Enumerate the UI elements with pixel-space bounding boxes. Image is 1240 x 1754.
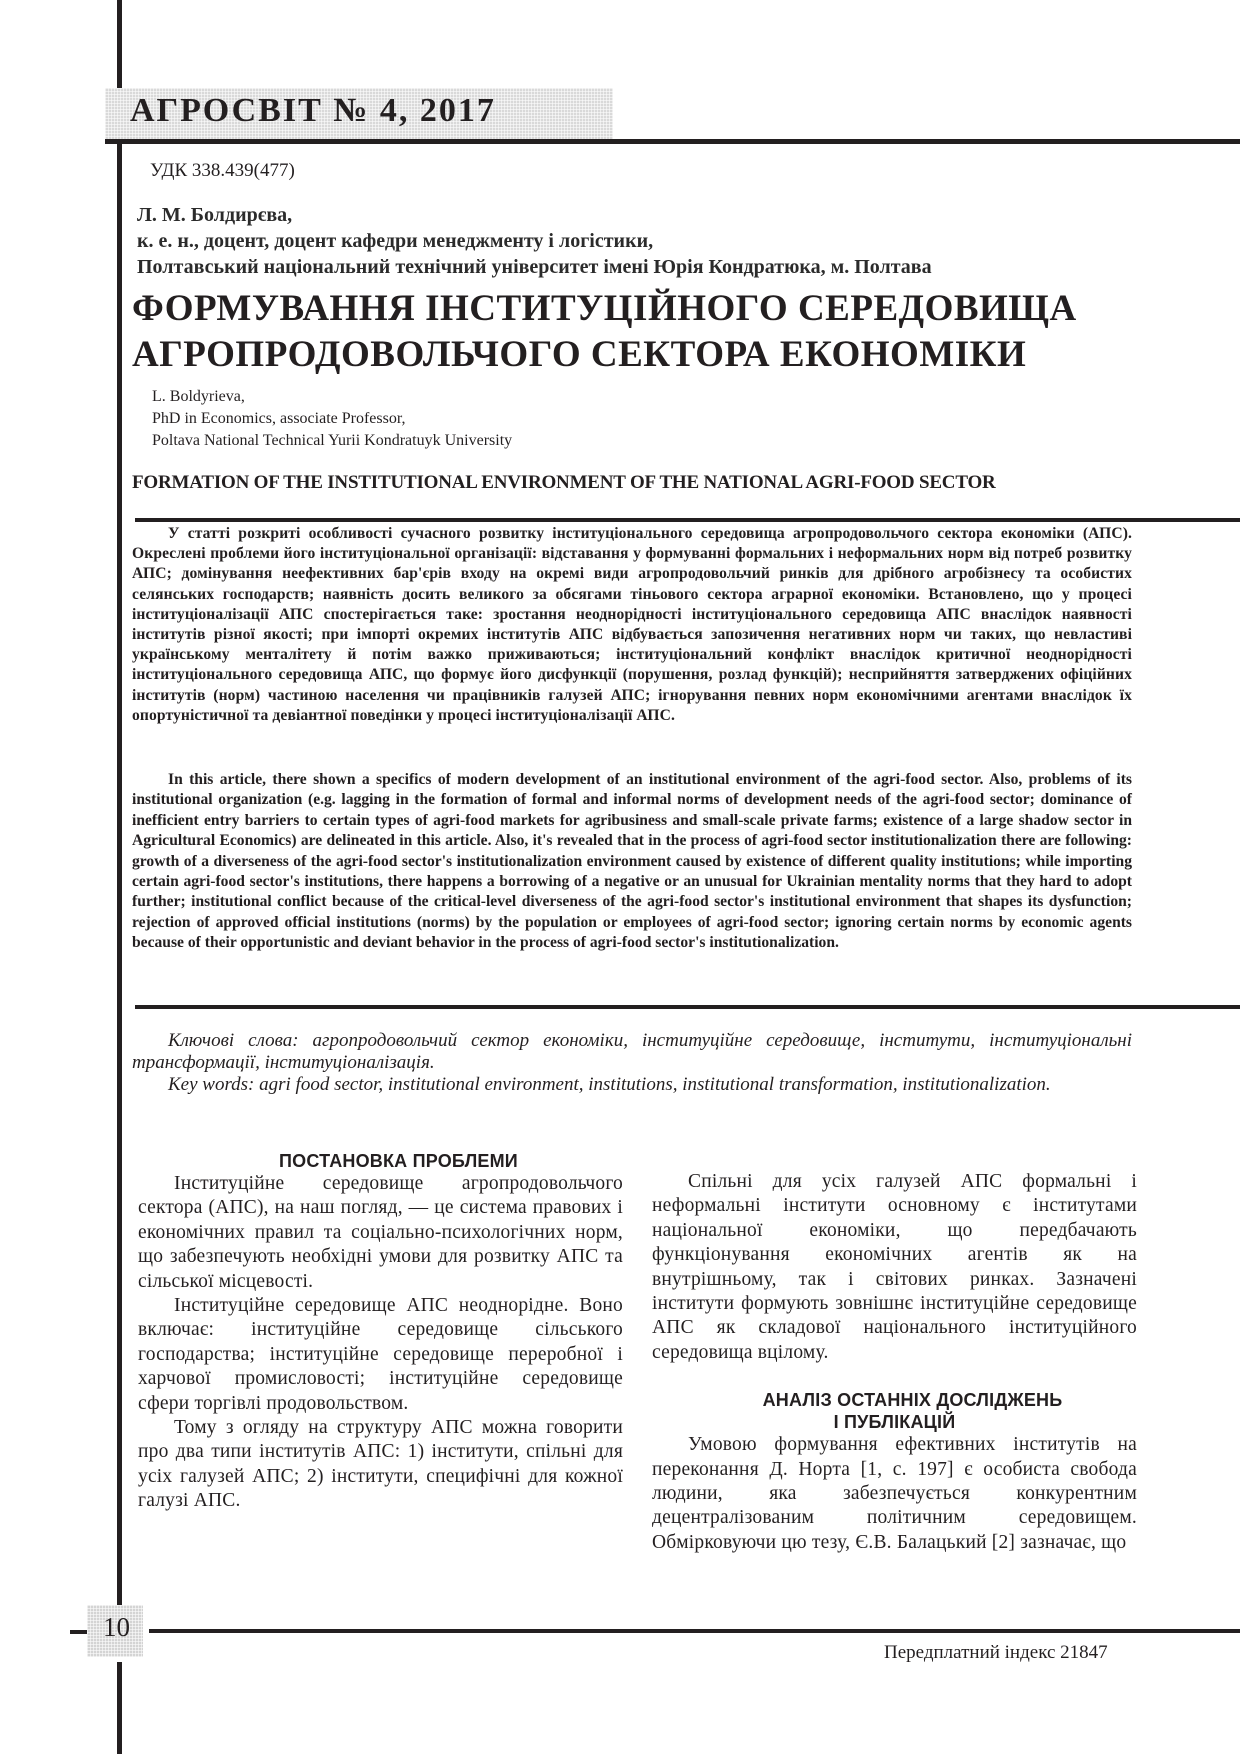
udk-code: УДК 338.439(477) [150,160,295,181]
header-rule [105,139,1240,144]
body-paragraph: Тому з огляду на структуру АПС можна говорити про два типи інститутів АПС: 1) інститути, спільні для усіх галузей АПС; 2) інститути, специфічні для кожної галузі АПС. [138,1417,623,1512]
abstract-top-rule [135,518,1240,522]
footer-rule [149,1629,1240,1633]
body-paragraph: Інституційне середовище агропродовольчого сектора (АПС), на наш погляд, — це система правових і економічних правил та соціально-психологічних норм, що забезпечують необхідні умови для розвитку АПС та сільської місцевості. [138,1173,623,1292]
left-margin-rule-bottom [117,1662,122,1754]
keywords-block [132,1030,1132,1096]
subscription-index: Передплатний індекс 21847 [884,1642,1108,1663]
author-affiliation-en: Poltava National Technical Yurii Kondratuyk University [152,432,513,449]
section-heading-analysis [652,1389,1137,1433]
body-paragraph: Інституційне середовище АПС неоднорідне. Воно включає: інституційне середовище сільського господарства; інституційне середовище переробної і харчової промисловості; інституційне середовище сфери торгівлі продовольством. [138,1295,623,1414]
keywords-ua: Ключові слова: агропродовольчий сектор економіки, інституційне середовище, інститути, інституціональні трансформації, інституціоналізація. [132,1030,1132,1073]
article-title-ua [132,286,1077,378]
author-block-en [152,386,512,452]
author-name-en: L. Boldyrieva, [152,388,245,405]
article-title-ua-line2: АГРОПРОДОВОЛЬЧОГО СЕКТОРА ЕКОНОМІКИ [132,334,1027,375]
keywords-en: Key words: agri food sector, institutional environment, institutions, institutional transformation, institutionalization. [168,1074,1051,1095]
author-name-ua: Л. М. Болдирєва, [137,204,293,226]
journal-title: АГРОСВІТ № 4, 2017 [130,92,496,129]
abstract-en-text: In this article, there shown a specifics of modern development of an institutional environment of the agri-food sector. Also, problems of its institutional organization (e.g. lagging in the formation of formal and informal norms of development needs of the agri-food sector; dominance of inefficient entry barriers to certain types of agri-food markets for agribusiness and small-scale private farms; existence of a large shadow sector in Agricultural Economics) are delineated in this article. Also, it's revealed that in the process of agri-food sector institutionalization there are following: growth of a diverseness of the agri-food sector's institutionalization environment caused by existence of different quality institutions; while importing certain agri-food sector's institutions, there happens a borrowing of a negative or an unusual for Ukrainian mentality norms that they hard to adopt further; institutional conflict because of the critical-level diverseness of the agri-food sector's institutional environment that shapes its dysfunction; rejection of approved official institutions (norms) by the population or employees of agri-food sector; ignoring certain norms by economic agents because of their opportunistic and deviant behavior in the process of agri-food sector's institutionalization. [132,771,1132,952]
article-title-en: FORMATION OF THE INSTITUTIONAL ENVIRONMENT OF THE NATIONAL AGRI-FOOD SECTOR [132,472,996,493]
body-column-left [138,1150,623,1514]
body-paragraph: Умовою формування ефективних інститутів на переконання Д. Норта [1, с. 197] є особиста свобода людини, яка забезпечується конкурентним децентралізованим політичним середовищем. Обмірковуючи цю тезу, Є.В. Балацький [2] зазначає, що [652,1434,1137,1553]
abstract-ua [132,524,1132,726]
abstract-bottom-rule [135,1005,1240,1009]
author-block-ua [137,202,932,280]
author-position-en: PhD in Economics, associate Professor, [152,410,406,427]
section-heading-problem: ПОСТАНОВКА ПРОБЛЕМИ [279,1151,518,1171]
author-position-ua: к. е. н., доцент, доцент кафедри менеджменту і логістики, [137,230,654,252]
section-heading-analysis-line1: АНАЛІЗ ОСТАННІХ ДОСЛІДЖЕНЬ [762,1390,1063,1411]
abstract-en [132,770,1132,954]
footer-rule-left [70,1630,87,1634]
body-paragraph: Спільні для усіх галузей АПС формальні і неформальні інститути основному є інститутами національної економіки, що передбачають функціонування економічних агентів як на внутрішньому, так і світових ринках. Зазначені інститути формують зовнішнє інституційне середовище АПС як складової національного інституційного середовища вцілому. [652,1171,1137,1363]
body-column-right [652,1170,1137,1555]
section-heading-analysis-line2: І ПУБЛІКАЦІЙ [833,1412,956,1433]
author-affiliation-ua: Полтавський національний технічний університет імені Юрія Кондратюка, м. Полтава [137,256,932,278]
page-number: 10 [103,1612,130,1642]
abstract-ua-text: У статті розкриті особливості сучасного розвитку інституціонального середовища агропродовольчого сектора економіки (АПС). Окреслені проблеми його інституціональної організації: відставання у формуванні формальних і неформальних норм від потреб розвитку АПС; домінування неефективних бар'єрів входу на окремі види агропродовольчий ринків для дрібного агробізнесу та особистих селянських господарств; наявність досить великого за обсягами тіньового сектора аграрної економіки. Встановлено, що у процесі інституціоналізації АПС спостерігається таке: зростання неоднорідності інституціонального середовища АПС внаслідок наявності інститутів різної якості; при імпорті окремих інститутів АПС відбувається запозичення негативних норм чи таких, що невластиві українському менталітету й потім важко приживаються; інституціональний конфлікт внаслідок критичної неоднорідності інституціонального середовища АПС, що формує його дисфункції (порушення, розлад функцій); несприйняття затверджених офіційних інститутів (норм) частиною населення чи працівників галузей АПС; ігнорування певних норм економічними агентами внаслідок їх опортуністичної та девіантної поведінки у процесі інституціоналізації АПС. [132,525,1132,724]
left-margin-rule [117,0,122,1625]
article-title-ua-line1: ФОРМУВАННЯ ІНСТИТУЦІЙНОГО СЕРЕДОВИЩА [132,288,1077,329]
